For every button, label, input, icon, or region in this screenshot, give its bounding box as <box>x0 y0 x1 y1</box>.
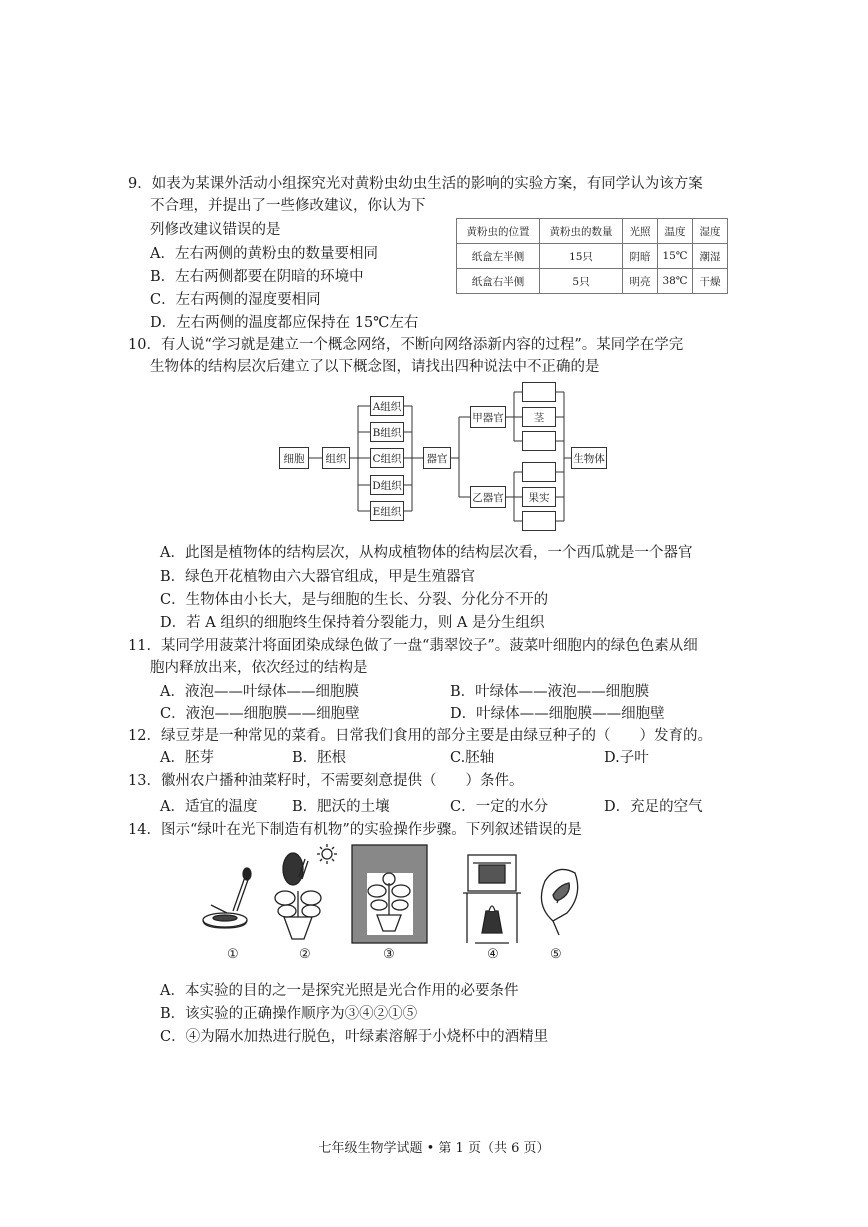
organ-jia-box: 甲器官 <box>470 406 506 428</box>
table-header: 光照 <box>623 219 658 244</box>
tissue-e-box: E组织 <box>370 501 404 521</box>
potted-plant-covered-leaf-icon <box>275 853 321 939</box>
table-header: 黄粉虫的数量 <box>540 219 623 244</box>
q11-option-b: B．叶绿体——液泡——细胞膜 <box>450 684 650 700</box>
q12-stem: 12．绿豆芽是一种常见的菜肴。日常我们食用的部分主要是由绿豆种子的（ ）发育的。 <box>128 728 712 744</box>
table-cell: 纸盒左半侧 <box>457 244 540 269</box>
table-header: 温度 <box>658 219 693 244</box>
organ-yi-box: 乙器官 <box>470 486 506 508</box>
step-label-5: ⑤ <box>550 947 562 962</box>
table-row <box>457 244 728 269</box>
table-cell: 38℃ <box>658 269 693 294</box>
table-cell: 干燥 <box>693 269 728 294</box>
q14-stem: 14．图示“绿叶在光下制造有机物”的实验操作步骤。下列叙述错误的是 <box>128 822 582 838</box>
q9-option-a: A．左右两侧的黄粉虫的数量要相同 <box>150 246 378 262</box>
table-cell: 纸盒右半侧 <box>457 269 540 294</box>
q9-option-b: B．左右两侧都要在阴暗的环境中 <box>150 269 364 285</box>
q14-option-c: C．④为隔水加热进行脱色，叶绿素溶解于小烧杯中的酒精里 <box>160 1029 549 1045</box>
q13-option-b: B．肥沃的土壤 <box>292 799 390 815</box>
q10-stem-line1: 10．有人说“学习就是建立一个概念网络，不断向网络添新内容的过程”。某同学在学完 <box>128 337 684 353</box>
q9-option-c: C．左右两侧的湿度要相同 <box>150 292 321 308</box>
q10-option-a: A．此图是植物体的结构层次，从构成植物体的结构层次看，一个西瓜就是一个器官 <box>160 545 693 561</box>
q10-option-d: D．若 A 组织的细胞终生保持着分裂能力，则 A 是分生组织 <box>160 615 545 631</box>
q9-stem-line2: 不合理，并提出了一些修改建议，你认为下 <box>150 198 426 214</box>
q12-option-c: C.胚轴 <box>450 750 495 766</box>
organism-box: 生物体 <box>571 447 607 469</box>
empty-organ-box <box>522 431 556 451</box>
q13-stem: 13．徽州农户播种油菜籽时，不需要刻意提供（ ）条件。 <box>128 773 524 789</box>
fruit-box: 果实 <box>522 487 556 507</box>
tissue-box: 组织 <box>322 447 350 469</box>
cell-box: 细胞 <box>279 447 309 469</box>
empty-organ-box <box>522 382 556 402</box>
empty-organ-box <box>522 462 556 482</box>
q9-option-d: D．左右两侧的温度都应保持在 15℃左右 <box>150 315 419 331</box>
tissue-c-box: C组织 <box>370 448 404 468</box>
experiment-steps-figure <box>195 843 585 971</box>
q9-stem-line1: 9．如表为某课外活动小组探究光对黄粉虫幼虫生活的影响的实验方案，有同学认为该方案 <box>128 176 703 192</box>
q11-option-c: C．液泡——细胞膜——细胞壁 <box>160 706 360 722</box>
q13-option-c: C．一定的水分 <box>450 799 549 815</box>
q12-option-a: A．胚芽 <box>160 750 214 766</box>
leaf-icon <box>541 869 577 935</box>
q14-option-b: B．该实验的正确操作顺序为③④②①⑤ <box>160 1006 418 1022</box>
q10-stem-line2: 生物体的结构层次后建立了以下概念图，请找出四种说法中不正确的是 <box>150 359 600 375</box>
q11-option-a: A．液泡——叶绿体——细胞膜 <box>160 684 359 700</box>
table-header: 黄粉虫的位置 <box>457 219 540 244</box>
q12-option-b: B．胚根 <box>292 750 347 766</box>
q13-option-d: D．充足的空气 <box>604 799 703 815</box>
empty-organ-box <box>522 511 556 531</box>
q10-option-b: B．绿色开花植物由六大器官组成，甲是生殖器官 <box>160 569 476 585</box>
water-bath-heating-icon <box>463 855 521 943</box>
table-header: 湿度 <box>693 219 728 244</box>
table-header-row <box>457 219 728 244</box>
sun-icon <box>317 844 337 864</box>
table-cell: 阴暗 <box>623 244 658 269</box>
tissue-a-box: A组织 <box>370 396 404 416</box>
step-label-3: ③ <box>383 947 395 962</box>
table-cell: 潮湿 <box>693 244 728 269</box>
step-label-2: ② <box>299 947 311 962</box>
table-cell: 15℃ <box>658 244 693 269</box>
q9-experiment-table <box>456 218 728 294</box>
dark-box-plant-icon <box>352 845 427 943</box>
table-row <box>457 269 728 294</box>
q9-stem-line3: 列修改建议错误的是 <box>150 222 281 238</box>
step-label-1: ① <box>227 947 239 962</box>
dish-dropper-icon <box>203 868 251 928</box>
step-label-4: ④ <box>487 947 499 962</box>
tissue-b-box: B组织 <box>370 422 404 442</box>
tissue-d-box: D组织 <box>370 475 404 495</box>
table-cell: 明亮 <box>623 269 658 294</box>
organ-box: 器官 <box>423 447 451 469</box>
q11-stem-line2: 胞内释放出来，依次经过的结构是 <box>150 660 368 676</box>
q10-option-c: C．生物体由小长大，是与细胞的生长、分裂、分化分不开的 <box>160 592 549 608</box>
table-cell: 5只 <box>540 269 623 294</box>
q11-stem-line1: 11．某同学用菠菜汁将面团染成绿色做了一盘“翡翠饺子”。菠菜叶细胞内的绿色色素从细 <box>128 638 698 654</box>
q14-option-a: A．本实验的目的之一是探究光照是光合作用的必要条件 <box>160 983 519 999</box>
table-cell: 15只 <box>540 244 623 269</box>
q11-option-d: D．叶绿体——细胞膜——细胞壁 <box>450 706 665 722</box>
q13-option-a: A．适宜的温度 <box>160 799 258 815</box>
stem-box: 茎 <box>522 407 556 427</box>
page-footer: 七年级生物学试题 • 第 1 页（共 6 页） <box>318 1141 550 1156</box>
q12-option-d: D.子叶 <box>604 750 649 766</box>
